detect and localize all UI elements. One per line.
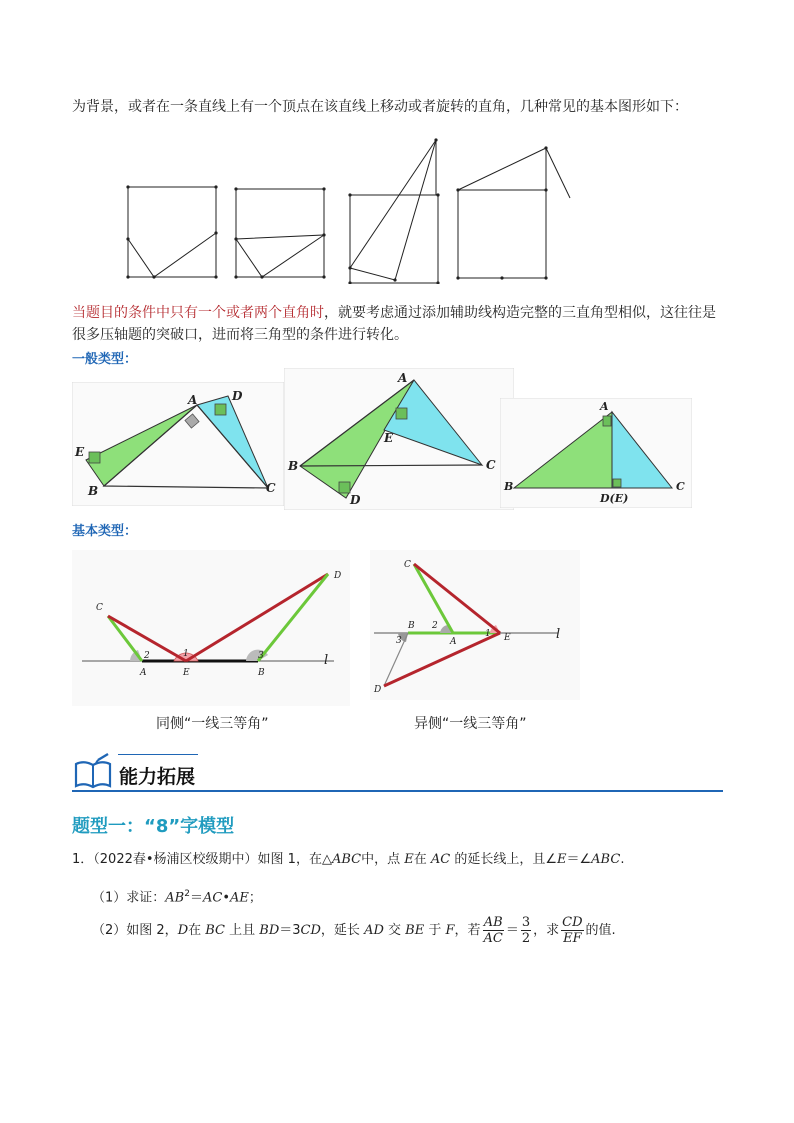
header-bottom-rule <box>72 790 723 792</box>
angle-3: 3 <box>258 651 264 661</box>
line-l: l <box>324 653 329 668</box>
var-e: E <box>557 852 567 867</box>
condition-rest: ，就要考虑通过添加辅助线构造完整的三直角型相似，这往往是 <box>324 305 716 321</box>
frac-num: CD <box>562 915 583 930</box>
stmt-f: . <box>620 852 625 867</box>
var-cd: CD <box>300 923 321 938</box>
same-side-figure <box>72 550 350 706</box>
general-figure-1 <box>72 382 284 506</box>
t6: 于 <box>424 923 446 938</box>
part1-end: ； <box>248 890 262 906</box>
t2: 上且 <box>225 923 260 938</box>
label-C: C <box>676 480 685 493</box>
caption-same-side: 同侧“一线三等角” <box>156 716 269 732</box>
book-icon <box>72 752 114 792</box>
part1-prefix: （1）求证： <box>92 890 166 906</box>
var-abc: ABC <box>331 852 362 867</box>
right-angle-2 <box>236 235 324 277</box>
equals: ＝ <box>189 890 203 906</box>
label-A: A <box>188 393 198 407</box>
diff-side-figure <box>370 550 580 700</box>
var-f: F <box>445 923 455 938</box>
label-D: D <box>374 685 382 695</box>
problem-number: 1． <box>72 852 94 867</box>
label-D: D <box>334 571 342 581</box>
label-E: E <box>504 633 511 643</box>
angle-1: 1 <box>485 629 491 639</box>
var-ac: AC <box>202 890 223 906</box>
header-top-rule <box>118 754 198 755</box>
frac-num: AB <box>483 915 503 930</box>
frac-den: 2 <box>521 931 531 946</box>
angle-1: 1 <box>183 649 189 659</box>
topic-title: 题型一：“8”字模型 <box>72 816 235 837</box>
label-A: A <box>600 400 609 413</box>
label-E: E <box>183 668 190 678</box>
label-D: D <box>232 389 243 403</box>
label-B: B <box>408 621 415 631</box>
angle-2: 2 <box>144 651 150 661</box>
square-3 <box>350 195 438 283</box>
label-E: E <box>75 445 85 459</box>
caption-diff-side: 异侧“一线三等角” <box>414 716 527 732</box>
part2-prefix: （2）如图 2， <box>92 923 178 938</box>
var-bc: BC <box>205 923 226 938</box>
label-A: A <box>398 371 408 385</box>
problem-source: （2022春•杨浦区校级期中） <box>93 852 258 867</box>
label-C: C <box>96 603 103 613</box>
equals: ＝ <box>505 923 519 938</box>
var-bd: BD <box>259 923 280 938</box>
var-ae: AE <box>230 890 249 906</box>
angle-3: 3 <box>396 636 402 646</box>
general-types-heading: 一般类型： <box>72 352 138 367</box>
label-C: C <box>486 458 496 472</box>
var-be: BE <box>405 923 425 938</box>
t7: ，若 <box>454 923 481 938</box>
general-figure-3 <box>500 398 692 508</box>
t3: ＝3 <box>279 923 301 938</box>
t5: 交 <box>383 923 406 938</box>
label-DE: D(E) <box>600 492 629 505</box>
label-D: D <box>350 493 361 507</box>
square-1 <box>128 187 216 277</box>
t9: 的值. <box>585 923 616 938</box>
frac-den: AC <box>483 931 503 946</box>
basic-square-figures <box>118 132 578 284</box>
label-B: B <box>504 480 514 493</box>
dot: • <box>222 890 230 906</box>
fraction-ab-ac <box>483 915 504 946</box>
condition-line-2: 很多压轴题的突破口，进而将三角型的条件进行转化。 <box>72 327 408 343</box>
label-A: A <box>450 637 457 647</box>
condition-line-1 <box>72 302 716 324</box>
frac-num: 3 <box>521 915 531 930</box>
var-ab: AB <box>165 890 185 906</box>
general-figure-2 <box>284 368 514 510</box>
stmt-a: 如图 1，在△ <box>257 852 332 867</box>
t1: 在 <box>188 923 206 938</box>
fraction-cd-ef <box>561 915 583 946</box>
var-d: D <box>177 923 189 938</box>
line-l: l <box>556 627 561 642</box>
label-B: B <box>88 484 99 498</box>
problem-statement <box>72 849 624 871</box>
frac-den: EF <box>563 931 582 946</box>
label-A: A <box>140 668 147 678</box>
stmt-e: ＝∠ <box>566 852 592 867</box>
basic-types-heading: 基本类型： <box>72 524 138 539</box>
t8: ，求 <box>533 923 560 938</box>
square-2 <box>236 189 324 277</box>
label-C: C <box>266 481 276 495</box>
fraction-3-2 <box>521 915 531 946</box>
section-title: 能力拓展 <box>119 766 196 788</box>
label-C: C <box>404 560 411 570</box>
right-angle-1 <box>128 233 216 277</box>
stmt-c: 在 <box>413 852 431 867</box>
var-ac: AC <box>430 852 451 867</box>
var-ad: AD <box>364 923 384 938</box>
exponent: 2 <box>184 889 190 899</box>
angle-2: 2 <box>432 621 438 631</box>
problem-part-1 <box>92 883 262 909</box>
intro-line: 为背景，或者在一条直线上有一个顶点在该直线上移动或者旋转的直角，几种常见的基本图形如下： <box>72 99 688 115</box>
square-4 <box>458 190 546 278</box>
t4: ，延长 <box>320 923 365 938</box>
var-abc: ABC <box>591 852 621 867</box>
label-B: B <box>288 459 299 473</box>
stmt-d: 的延长线上，且∠ <box>450 852 558 867</box>
condition-highlight: 当题目的条件中只有一个或者两个直角时 <box>72 305 324 321</box>
label-E: E <box>384 431 394 445</box>
problem-part-2 <box>92 912 616 950</box>
label-B: B <box>258 668 265 678</box>
var-e: E <box>404 852 414 867</box>
stmt-b: 中，点 <box>361 852 405 867</box>
